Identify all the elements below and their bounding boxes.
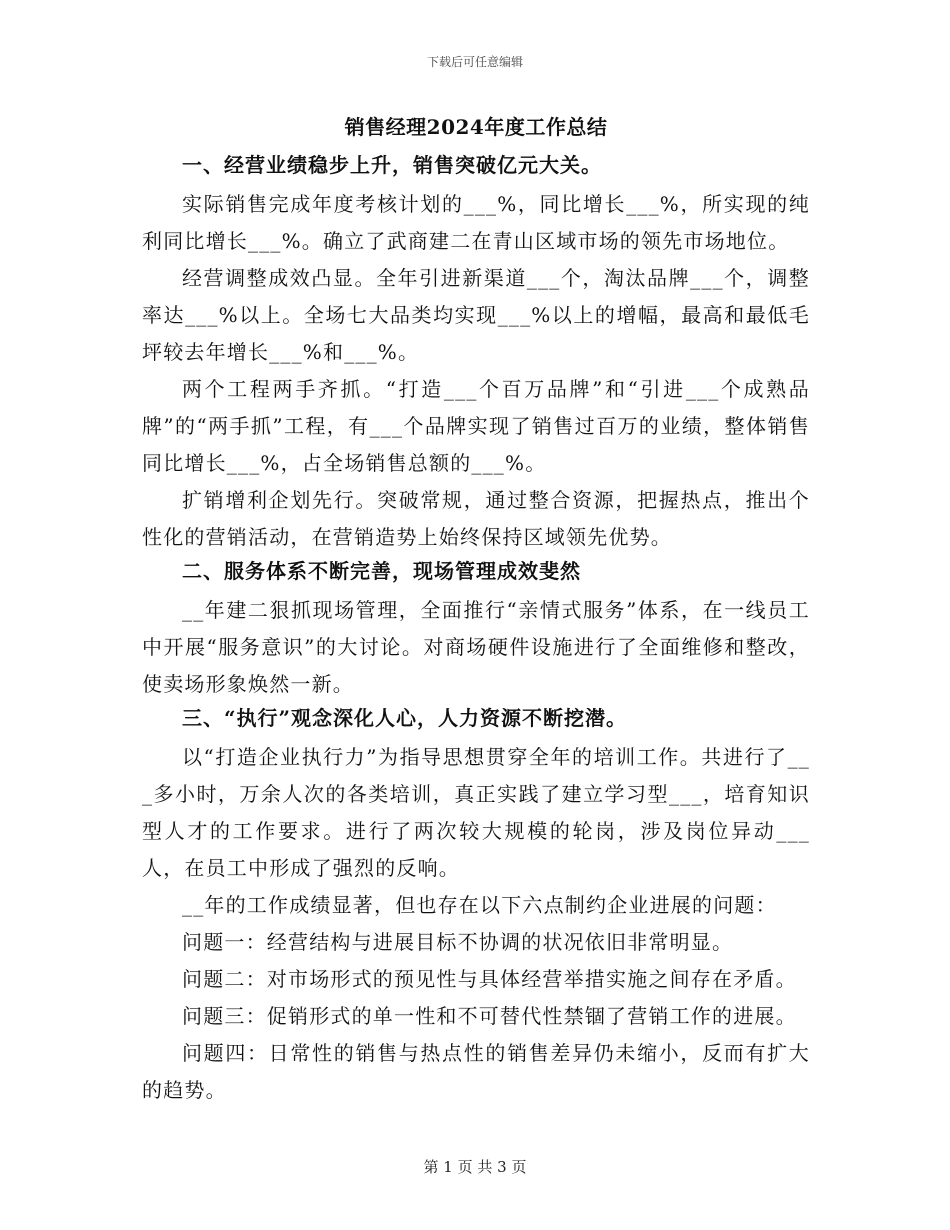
problem-item: 问题二：对市场形式的预见性与具体经营举措实施之间存在矛盾。 bbox=[182, 967, 797, 991]
paragraph: 以“打造企业执行力”为指导思想贯穿全年的培训工作。共进行了___多小时，万余人次的各类培训，真正实践了建立学习型___，培育知识型人才的工作要求。进行了两次较大规模的轮岗，涉及岗位异动___人，在员工中形成了强烈的反响。 bbox=[142, 745, 810, 880]
problem-item: 问题四：日常性的销售与热点性的销售差异仍未缩小，反而有扩大的趋势。 bbox=[142, 1041, 810, 1102]
page-number-footer: 第 1 页 共 3 页 bbox=[423, 1158, 527, 1176]
section-heading-3: 三、“执行”观念深化人心，人力资源不断挖潜。 bbox=[182, 706, 628, 730]
problem-item: 问题三：促销形式的单一性和不可替代性禁锢了营销工作的进展。 bbox=[182, 1004, 797, 1028]
paragraph: __年建二狠抓现场管理，全面推行“亲情式服务”体系，在一线员工中开展“服务意识”的大讨论。对商场硬件设施进行了全面维修和整改，使卖场形象焕然一新。 bbox=[142, 598, 810, 696]
document-body bbox=[142, 112, 810, 1109]
header-note: 下载后可任意编辑 bbox=[426, 55, 523, 69]
section-heading-2: 二、服务体系不断完善，现场管理成效斐然 bbox=[182, 559, 581, 583]
paragraph: 扩销增利企划先行。突破常规，通过整合资源，把握热点，推出个性化的营销活动，在营销造势上始终保持区域领先优势。 bbox=[142, 488, 810, 549]
paragraph: __年的工作成绩显著，但也存在以下六点制约企业进展的问题： bbox=[182, 893, 777, 917]
document-title: 销售经理2024年度工作总结 bbox=[344, 115, 608, 139]
paragraph: 经营调整成效凸显。全年引进新渠道___个，淘汰品牌___个，调整率达___%以上。全场七大品类均实现___%以上的增幅，最高和最低毛坪较去年增长___%和___%。 bbox=[142, 266, 810, 364]
section-heading-1: 一、经营业绩稳步上升，销售突破亿元大关。 bbox=[182, 153, 602, 177]
paragraph: 两个工程两手齐抓。“打造___个百万品牌”和“引进___个成熟品牌”的“两手抓”工程，有___个品牌实现了销售过百万的业绩，整体销售同比增长___%，占全场销售总额的___%。 bbox=[142, 377, 810, 475]
paragraph: 实际销售完成年度考核计划的___%，同比增长___%，所实现的纯利同比增长___%。确立了武商建二在青山区域市场的领先市场地位。 bbox=[142, 192, 810, 253]
problem-item: 问题一：经营结构与进展目标不协调的状况依旧非常明显。 bbox=[182, 930, 734, 954]
